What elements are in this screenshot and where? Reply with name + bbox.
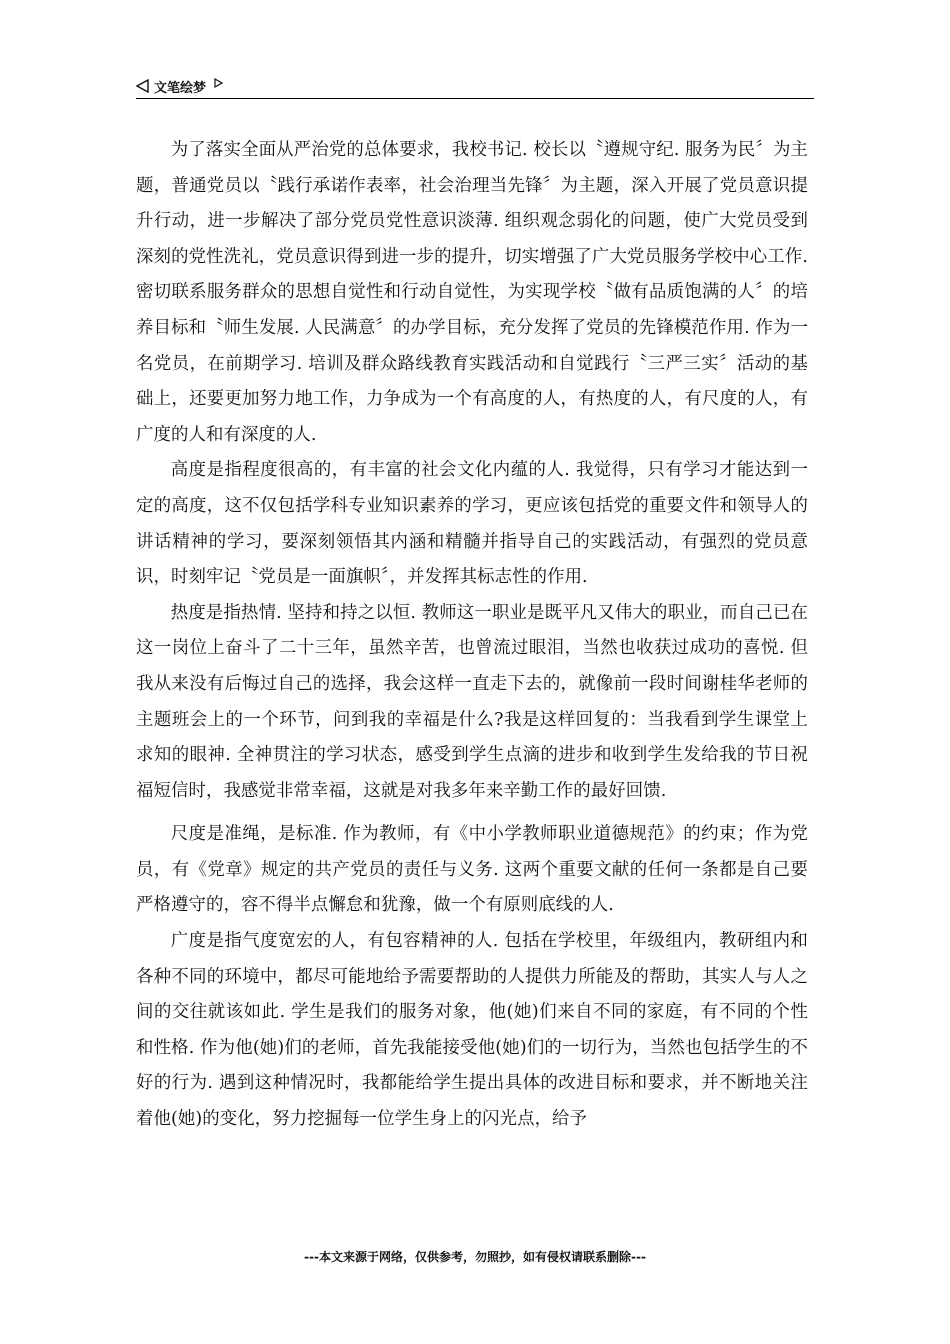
header-title: 文笔绘梦 [154,80,207,96]
document-header [136,74,814,98]
paragraph: 尺度是准绳，是标准. 作为教师，有《中小学教师职业道德规范》的约束；作为党员，有《党章》规定的共产党员的责任与义务. 这两个重要文献的任何一条都是自己要严格遵守的，容不得半点懈怠和犹豫，做一个有原则底线的人. [136,824,808,916]
paragraph: 热度是指热情. 坚持和持之以恒. 教师这一职业是既平凡又伟大的职业，而自己已在这一岗位上奋斗了二十三年，虽然辛苦，也曾流过眼泪，当然也收获过成功的喜悦. 但我从来没有后悔过自己的选择，我会这样一直走下去的，就像前一段时间谢桂华老师的主题班会上的一个环节，问到我的幸福是什么?我是这样回复的：当我看到学生课堂上求知的眼神. 全神贯注的学习状态，感受到学生点滴的进步和收到学生发给我的节日祝福短信时，我感觉非常幸福，这就是对我多年来辛勤工作的最好回馈. [136,602,808,801]
header-rule [136,98,814,99]
paragraph: 广度是指气度宽宏的人，有包容精神的人. 包括在学校里，年级组内，教研组内和各种不同的环境中，都尽可能地给予需要帮助的人提供力所能及的帮助，其实人与人之间的交往就该如此. 学生是我们的服务对象，他(她)们来自不同的家庭，有不同的个性和性格. 作为他(她)们的老师，首先我能接受他(她)们的一切行为，当然也包括学生的不好的行为. 遇到这种情况时，我都能给学生提出具体的改进目标和要求，并不断地关注着他(她)的变化，努力挖掘每一位学生身上的闪光点，给予 [136,931,808,1130]
triangle-right-icon [214,78,223,88]
paragraph: 为了落实全面从严治党的总体要求，我校书记. 校长以〝遵规守纪. 服务为民〞为主题，普通党员以〝践行承诺作表率，社会治理当先锋〞为主题，深入开展了党员意识提升行动，进一步解决了部分党员党性意识淡薄. 组织观念弱化的问题，使广大党员受到深刻的党性洗礼，党员意识得到进一步的提升，切实增强了广大党员服务学校中心工作. 密切联系服务群众的思想自觉性和行动自觉性，为实现学校〝做有品质饱满的人〞的培养目标和〝师生发展. 人民满意〞的办学目标，充分发挥了党员的先锋模范作用. 作为一名党员，在前期学习. 培训及群众路线教育实践活动和自觉践行〝三严三实〞活动的基础上，还要更加努力地工作，力争成为一个有高度的人，有热度的人，有尺度的人，有广度的人和有深度的人. [136,140,808,445]
footer-disclaimer: ---本文来源于网络，仅供参考，勿照抄，如有侵权请联系删除--- [304,1250,646,1264]
document-body [136,133,808,1138]
triangle-left-icon [136,79,150,93]
paragraph: 高度是指程度很高的，有丰富的社会文化内蕴的人. 我觉得，只有学习才能达到一定的高度，这不仅包括学科专业知识素养的学习，更应该包括党的重要文件和领导人的讲话精神的学习，要深刻领悟其内涵和精髓并指导自己的实践活动，有强烈的党员意识，时刻牢记〝党员是一面旗帜〞，并发挥其标志性的作用. [136,460,808,588]
